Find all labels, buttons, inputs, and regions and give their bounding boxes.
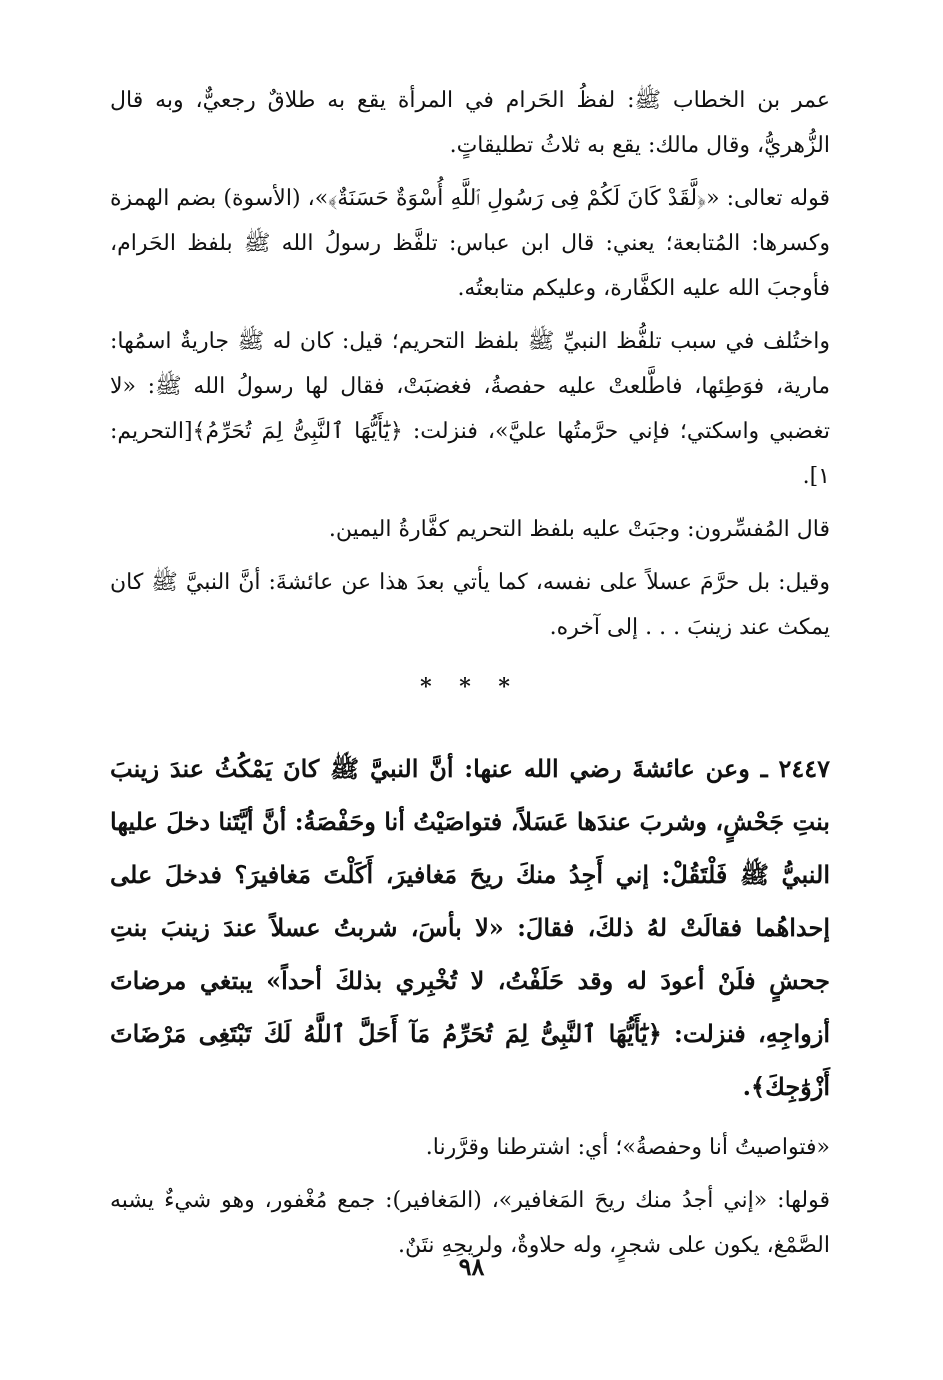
commentary-paragraph: «فتواصيتُ أنا وحفصةُ»؛ أي: اشترطنا وقرَّرنا. (425, 1135, 830, 1160)
commentary-paragraph: عمر بن الخطاب ﷺ: لفظُ الحَرام في المرأة يقع به طلاقٌ رجعيٌّ، وبه قال الزُّهريُّ، وقال مالك: يقع به ثلاثُ تطليقاتٍ. (110, 88, 830, 158)
commentary-paragraph: قوله تعالى: «﴿لَّقَدْ كَانَ لَكُمْ فِى رَسُولِ ٱللَّهِ أُسْوَةٌ حَسَنَةٌ﴾»، (الأسوة) بضم الهمزة وكسرها: المُتابعة؛ يعني: قال ابن عباس: تلفَّظ رسولُ الله ﷺ بلفظ الحَرام، فأوجبَ الله عليه الكفَّارة، وعليكم متابعتُه. (110, 186, 830, 301)
commentary-paragraph: قولها: «إني أجدُ منك ريحَ المَغافير»، (المَغافير): جمع مُغْفور، وهو شيءٌ يشبه الصَّمْغ، يكون على شجرٍ، وله حلاوةٌ، ولريحِهِ نتَنٌ. (110, 1188, 830, 1258)
page-number: ٩٨ (458, 1252, 485, 1281)
section-separator: * * * (420, 674, 520, 700)
hadith-text: ٢٤٤٧ ـ وعن عائشةَ رضي الله عنها: أنَّ النبيَّ ﷺ كانَ يَمْكُثُ عندَ زينبَ بنتِ جَحْشٍ، وشربَ عندَها عَسَلاً، فتواصَيْتُ أنا وحَفْصَةُ: أنَّ أيَّتَنا دخلَ عليها النبيُّ ﷺ فَلْتَقُلْ: إني أَجِدُ منكَ ريحَ مَغافيرَ، أَكَلْتَ مَغافيرَ؟ فدخلَ على إحداهُما فقالَتْ لهُ ذلكَ، فقالَ: «لا بأسَ، شربتُ عسلاً عندَ زينبَ بنتِ جحشٍ فلَنْ أعودَ له وقد حَلَفْتُ، لا تُخْبِري بذلكَ أحداً» يبتغي مرضاتَ أزواجِهِ، فنزلت: ﴿يَٰٓأَيُّهَا ٱلنَّبِىُّ لِمَ تُحَرِّمُ مَآ أَحَلَّ ٱللَّهُ لَكَ تَبْتَغِى مَرْضَاتَ أَزْوَٰجِكَ﴾. (110, 754, 831, 1101)
commentary-paragraph: قال المُفسِّرون: وجبَتْ عليه بلفظ التحريم كفَّارةُ اليمين. (328, 517, 830, 542)
commentary-paragraph: وقيل: بل حرَّمَ عسلاً على نفسه، كما يأتي بعدَ هذا عن عائشةَ: أنَّ النبيَّ ﷺ كان يمكث عند زينبَ . . . إلى آخره. (110, 570, 830, 640)
page-body (110, 78, 830, 1268)
commentary-paragraph: واختُلف في سبب تلفُّظ النبيِّ ﷺ بلفظ التحريم؛ قيل: كان له ﷺ جاريةٌ اسمُها: مارية، فوَطِئها، فاطَّلعتْ عليه حفصةُ، فغضبَتْ، فقال لها رسولُ الله ﷺ: «لا تغضبي واسكتي؛ فإني حرَّمتُها عليَّ»، فنزلت: ﴿يَٰٓأَيُّهَا ٱلنَّبِىُّ لِمَ تُحَرِّمُ﴾[التحريم: ١]. (110, 329, 830, 489)
